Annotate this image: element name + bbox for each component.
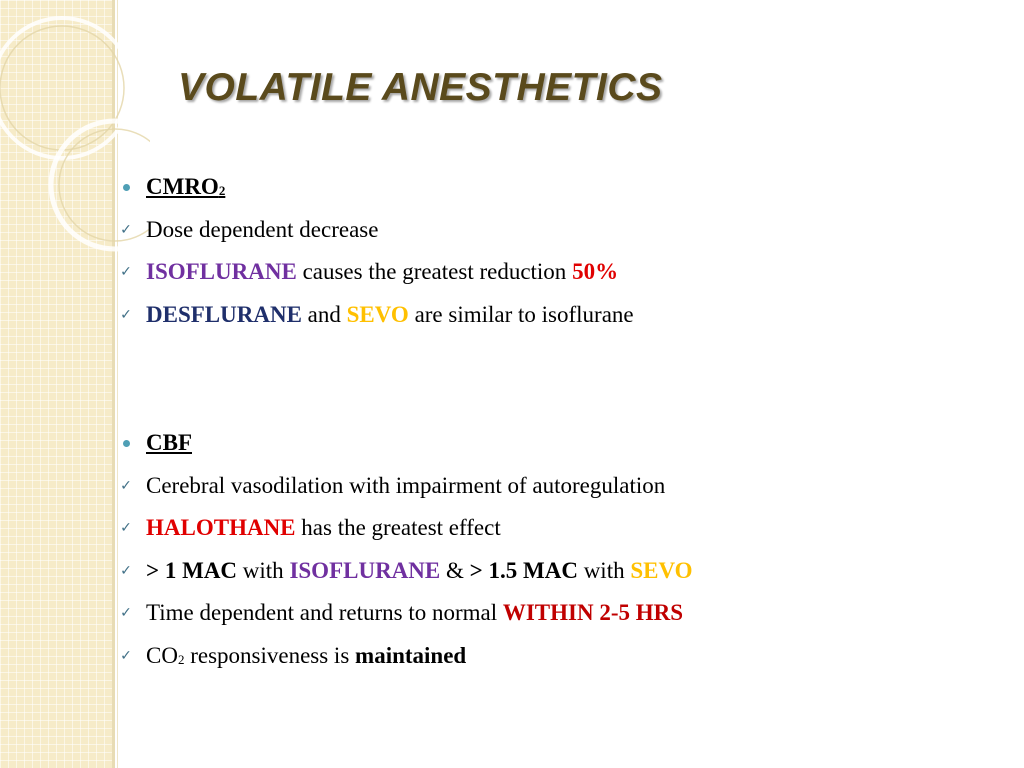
checkmark-icon: ✓ xyxy=(120,520,132,536)
drug-name: ISOFLURANE xyxy=(146,259,297,284)
checkmark-icon: ✓ xyxy=(120,477,132,494)
emphasis-text: WITHIN 2-5 HRS xyxy=(502,600,684,625)
list-item: ✓ $CO_2$ responsiveness is maintained xyxy=(112,635,992,678)
emphasis-text: maintained xyxy=(355,642,467,668)
checkmark-icon: ✓ xyxy=(120,605,132,621)
spacer xyxy=(112,336,992,422)
drug-name: DESFLURANE xyxy=(146,301,302,327)
bullet-dot-icon xyxy=(112,166,140,209)
section-heading-cmro2 xyxy=(112,166,992,209)
drug-name: ISOFLURANE xyxy=(289,557,441,583)
heading-text: $CMRO_2$ xyxy=(146,174,226,199)
checkmark-icon: ✓ xyxy=(120,221,132,238)
drug-name: SEVO xyxy=(630,557,693,583)
list-item: ✓ DESFLURANE and SEVO are similar to isoflurane xyxy=(112,294,992,337)
mac-value: > 1.5 MAC xyxy=(469,557,578,583)
checkmark-icon: ✓ xyxy=(120,647,132,664)
list-item: ✓ > 1 MAC with ISOFLURANE & > 1.5 MAC with SEVO xyxy=(112,550,992,593)
heading-text: CBF xyxy=(146,430,192,455)
checkmark-icon: ✓ xyxy=(120,306,132,323)
section-heading-cbf xyxy=(112,422,992,465)
list-item: ✓ ISOFLURANE causes the greatest reduction 50% xyxy=(112,251,992,294)
checkmark-icon: ✓ xyxy=(120,264,132,280)
mac-value: > 1 MAC xyxy=(146,557,238,583)
bullet-dot-icon xyxy=(112,422,140,465)
slide-title: VOLATILE ANESTHETICS xyxy=(178,66,663,109)
list-item: ✓ Cerebral vasodilation with impairment of autoregulation xyxy=(112,465,992,508)
percentage-value: 50% xyxy=(572,259,619,284)
list-item: ✓ Time dependent and returns to normal WITHIN 2-5 HRS xyxy=(112,592,992,635)
drug-name: HALOTHANE xyxy=(146,515,296,540)
slide-content xyxy=(112,166,992,677)
checkmark-icon: ✓ xyxy=(120,562,132,579)
list-item: ✓ Dose dependent decrease xyxy=(112,209,992,252)
list-item: ✓ HALOTHANE has the greatest effect xyxy=(112,507,992,550)
drug-name: SEVO xyxy=(346,301,409,327)
